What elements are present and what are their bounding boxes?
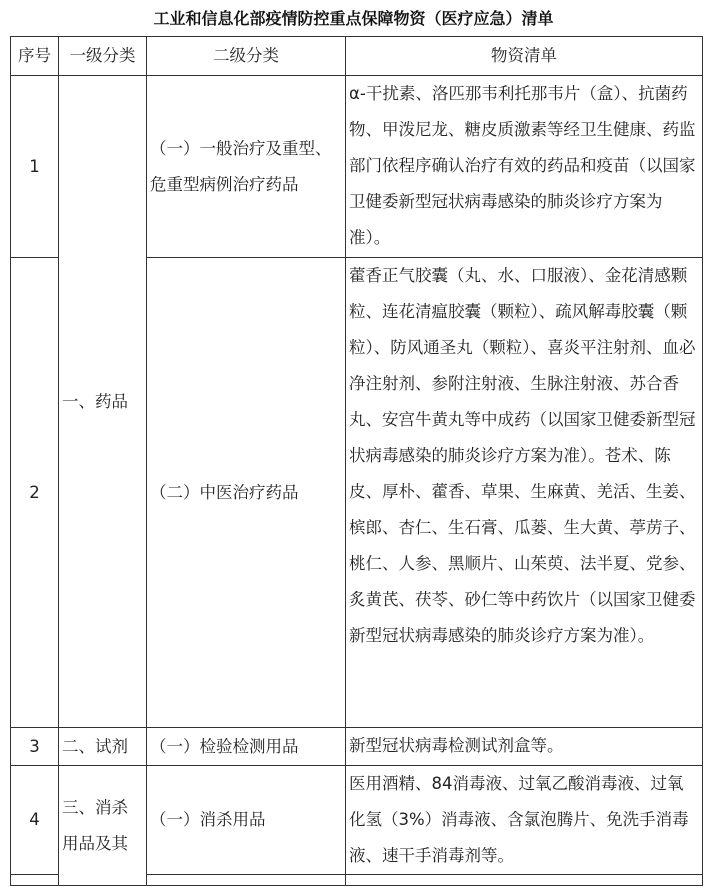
level2-category: （一）检验检测用品 (147, 728, 346, 766)
level1-category: 二、试剂 (59, 728, 147, 766)
table-header-row (11, 37, 703, 76)
header-items: 物资清单 (346, 37, 703, 76)
item-list: 医用酒精、84消毒液、过氧乙酸消毒液、过氧化氢（3%）消毒液、含氯泡腾片、免洗手消毒液、速干手消毒剂等。 (346, 766, 703, 875)
row-index: 2 (11, 258, 59, 728)
row-index-empty (11, 875, 59, 886)
supplies-table (10, 36, 703, 886)
level1-category: 三、消杀用品及其 (59, 766, 147, 886)
document-title: 工业和信息化部疫情防控重点保障物资（医疗应急）清单 (153, 9, 554, 28)
level2-category: （一）消杀用品 (147, 766, 346, 875)
table-row (11, 766, 703, 875)
item-list: α-干扰素、洛匹那韦利托那韦片（盒）、抗菌药物、甲泼尼龙、糖皮质激素等经卫生健康、药监部门依程序确认治疗有效的药品和疫苗（以国家卫健委新型冠状病毒感染的肺炎诊疗方案为准）。 (346, 76, 703, 258)
table-row (11, 728, 703, 766)
header-level2: 二级分类 (147, 37, 346, 76)
header-level1: 一级分类 (59, 37, 147, 76)
row-index: 3 (11, 728, 59, 766)
level2-category: （二）中医治疗药品 (147, 258, 346, 728)
level2-category: （一）一般治疗及重型、危重型病例治疗药品 (147, 76, 346, 258)
item-list: 藿香正气胶囊（丸、水、口服液）、金花清感颗粒、连花清瘟胶囊（颗粒）、疏风解毒胶囊（颗粒）、防风通圣丸（颗粒）、喜炎平注射剂、血必净注射剂、参附注射液、生脉注射液、苏合香丸、安宫牛黄丸等中成药（以国家卫健委新型冠状病毒感染的肺炎诊疗方案为准）。苍术、陈皮、厚朴、藿香、草果、生麻黄、羌活、生姜、槟郎、杏仁、生石膏、瓜蒌、生大黄、葶苈子、桃仁、人参、黑顺片、山茱萸、法半夏、党参、炙黄芪、茯苓、砂仁等中药饮片（以国家卫健委新型冠状病毒感染的肺炎诊疗方案为准）。 (346, 258, 703, 728)
table-row (11, 76, 703, 258)
row-index: 1 (11, 76, 59, 258)
row-index: 4 (11, 766, 59, 875)
level2-category-empty (147, 875, 346, 886)
header-index: 序号 (11, 37, 59, 76)
item-list-empty (346, 875, 703, 886)
level1-category: 一、药品 (59, 76, 147, 728)
item-list: 新型冠状病毒检测试剂盒等。 (346, 728, 703, 766)
